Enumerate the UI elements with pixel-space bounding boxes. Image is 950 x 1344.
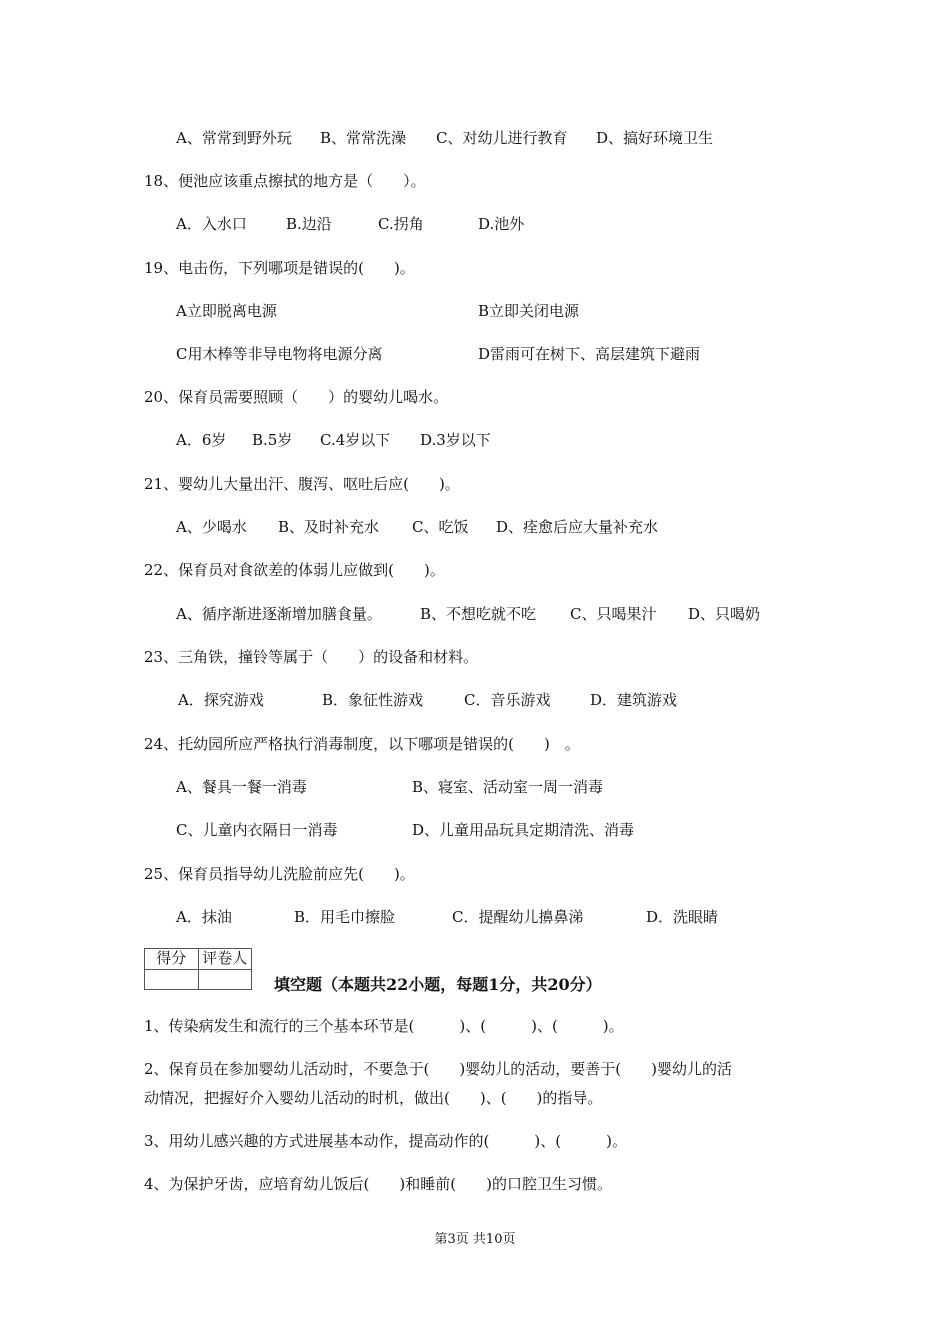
q24-stem: 24、托幼园所应严格执行消毒制度，以下哪项是错误的( ) 。 [144, 735, 580, 753]
q25-option-d: D．洗眼睛 [646, 908, 719, 926]
page-footer: 第3页 共10页 [434, 1232, 516, 1247]
q23-option-a: A．探究游戏 [178, 691, 264, 709]
fill-question-1: 1、传染病发生和流行的三个基本环节是( )、( )、( )。 [144, 1017, 624, 1035]
q18-option-a: A．入水口 [176, 215, 247, 233]
q17-option-c: C、对幼儿进行教育 [436, 129, 568, 147]
q23-option-c: C．音乐游戏 [464, 691, 551, 709]
q17-option-d: D、搞好环境卫生 [596, 129, 714, 147]
q19-stem: 19、电击伤，下列哪项是错误的( )。 [144, 259, 415, 277]
q22-option-c: C、只喝果汁 [570, 605, 657, 623]
q21-option-a: A、少喝水 [176, 518, 247, 536]
q19-option-a: A立即脱离电源 [176, 302, 277, 320]
q19-option-c: C用木棒等非导电物将电源分离 [176, 345, 383, 363]
q25-option-c: C．提醒幼儿擤鼻涕 [452, 908, 584, 926]
q20-option-b: B.5岁 [252, 431, 293, 449]
q23-stem: 23、三角铁，撞铃等属于（ ）的设备和材料。 [144, 648, 479, 666]
q21-stem: 21、婴幼儿大量出汗、腹泻、呕吐后应( )。 [144, 475, 460, 493]
section-title: 填空题（本题共22小题，每题1分，共20分） [274, 975, 602, 994]
q18-stem: 18、便池应该重点擦拭的地方是（ ）。 [144, 172, 426, 190]
q17-option-a: A、常常到野外玩 [176, 129, 292, 147]
q21-option-d: D、痊愈后应大量补充水 [496, 518, 659, 536]
q25-option-a: A．抹油 [176, 908, 232, 926]
q24-option-c: C、儿童内衣隔日一消毒 [176, 821, 338, 839]
q21-option-b: B、及时补充水 [278, 518, 380, 536]
q25-option-b: B．用毛巾擦脸 [294, 908, 396, 926]
q24-option-d: D、儿童用品玩具定期清洗、消毒 [412, 821, 635, 839]
fill-question-2-line-1: 2、保育员在参加婴幼儿活动时，不要急于( )婴幼儿的活动，要善于( )婴幼儿的活 [144, 1060, 732, 1078]
q19-option-d: D雷雨可在树下、高层建筑下避雨 [478, 345, 701, 363]
fill-question-3: 3、用幼儿感兴趣的方式进展基本动作，提高动作的( )、( )。 [144, 1132, 627, 1150]
q17-option-b: B、常常洗澡 [320, 129, 407, 147]
q20-option-d: D.3岁以下 [420, 431, 491, 449]
score-label: 得分 [145, 949, 199, 970]
q20-option-c: C.4岁以下 [320, 431, 391, 449]
q21-option-c: C、吃饭 [412, 518, 469, 536]
score-box [144, 948, 252, 990]
q22-stem: 22、保育员对食欲差的体弱儿应做到( )。 [144, 561, 445, 579]
q18-option-c: C.拐角 [378, 215, 424, 233]
q22-option-a: A、循序渐进逐渐增加膳食量。 [176, 605, 382, 623]
fill-question-4: 4、为保护牙齿，应培育幼儿饭后( )和睡前( )的口腔卫生习惯。 [144, 1175, 612, 1193]
q24-option-b: B、寝室、活动室一周一消毒 [412, 778, 604, 796]
q20-stem: 20、保育员需要照顾（ ）的婴幼儿喝水。 [144, 388, 449, 406]
q18-option-d: D.池外 [478, 215, 525, 233]
grader-label: 评卷人 [198, 949, 252, 970]
q22-option-d: D、只喝奶 [688, 605, 761, 623]
q24-option-a: A、餐具一餐一消毒 [176, 778, 307, 796]
q25-stem: 25、保育员指导幼儿洗脸前应先( )。 [144, 865, 415, 883]
score-cell [145, 969, 199, 990]
fill-question-2-line-2: 动情况，把握好介入婴幼儿活动的时机，做出( )、( )的指导。 [144, 1089, 603, 1107]
q23-option-b: B．象征性游戏 [322, 691, 424, 709]
q22-option-b: B、不想吃就不吃 [420, 605, 537, 623]
q18-option-b: B.边沿 [286, 215, 332, 233]
q20-option-a: A．6岁 [176, 431, 227, 449]
q23-option-d: D．建筑游戏 [590, 691, 678, 709]
grader-cell [198, 969, 252, 990]
q19-option-b: B立即关闭电源 [478, 302, 580, 320]
